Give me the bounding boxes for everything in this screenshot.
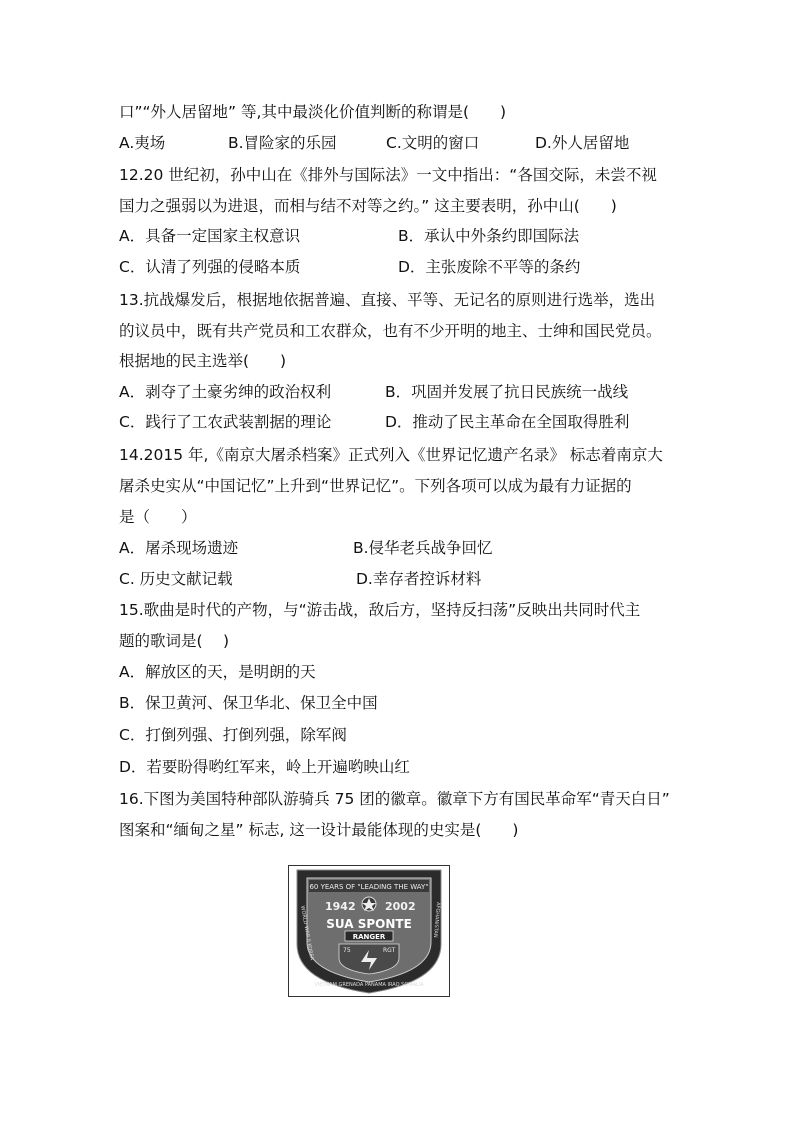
q11-stem-tail: 口”“外人居留地” 等,其中最淡化价值判断的称谓是( )	[119, 103, 507, 121]
q14-option-b: B.侵华老兵战争回忆	[353, 539, 493, 557]
badge-num-left: 75	[343, 947, 351, 954]
ranger-badge-figure	[288, 865, 450, 997]
badge-right-edge-text: AFGHANISTAN	[431, 901, 441, 938]
q13-stem-line2: 的议员中，既有共产党员和工农群众，也有不少开明的地主、士绅和国民党员。	[119, 322, 662, 340]
q13-stem-line1: 13.抗战爆发后，根据地依据普遍、直接、平等、无记名的原则进行选举，选出	[119, 291, 656, 309]
badge-left-edge-text: WORLD WAR II KOREA	[299, 905, 315, 961]
q15-stem-line1: 15.歌曲是时代的产物，与“游击战，敌后方，坚持反扫荡”反映出共同时代主	[119, 601, 641, 619]
q13-stem-line3: 根据地的民主选举( )	[119, 352, 287, 370]
q11-option-b: B.冒险家的乐园	[228, 134, 337, 152]
badge-ranger-tab: RANGER	[352, 933, 386, 941]
q15-option-c: C．打倒列强、打倒列强，除军阀	[119, 726, 347, 744]
q15-stem-line2: 题的歌词是( )	[119, 632, 230, 650]
q12-option-b: B．承认中外条约即国际法	[398, 227, 580, 245]
q15-option-b: B．保卫黄河、保卫华北、保卫全中国	[119, 694, 378, 712]
badge-motto: SUA SPONTE	[326, 917, 412, 931]
q14-stem-line1: 14.2015 年,《南京大屠杀档案》正式列入《世界记忆遗产名录》 标志着南京大	[119, 446, 663, 464]
badge-year-left: 1942	[325, 900, 356, 913]
q14-option-d: D.幸存者控诉材料	[356, 570, 482, 588]
q11-option-a: A.夷场	[119, 134, 166, 152]
q12-stem-line2: 国力之强弱以为进退，而相与结不对等之约。” 这主要表明，孙中山( )	[119, 197, 617, 215]
badge-num-right: RGT	[383, 947, 396, 954]
q11-option-d: D.外人居留地	[535, 134, 630, 152]
q15-option-a: A．解放区的天，是明朗的天	[119, 663, 316, 681]
badge-year-right: 2002	[385, 900, 416, 913]
q11-option-c: C.文明的窗口	[386, 134, 480, 152]
ranger-badge-image	[289, 866, 449, 996]
q12-option-d: D．主张废除不平等的条约	[398, 258, 581, 276]
q15-option-d: D．若要盼得哟红军来，岭上开遍哟映山红	[119, 758, 410, 776]
q14-stem-line2: 屠杀史实从“中国记忆”上升到“世界记忆”。下列各项可以成为最有力证据的	[119, 477, 632, 495]
q16-stem-line1: 16.下图为美国特种部队游骑兵 75 团的徽章。徽章下方有国民革命军“青天白日”	[119, 790, 670, 808]
q12-option-c: C．认清了列强的侵略本质	[119, 258, 301, 276]
q12-stem-line1: 12.20 世纪初，孙中山在《排外与国际法》一文中指出：“各国交际，未尝不视	[119, 166, 657, 184]
q13-option-b: B．巩固并发展了抗日民族统一战线	[385, 383, 629, 401]
q16-stem-line2: 图案和“缅甸之星” 标志, 这一设计最能体现的史实是( )	[119, 821, 519, 839]
q14-option-c: C. 历史文献记载	[119, 570, 233, 588]
q14-option-a: A．屠杀现场遗迹	[119, 539, 239, 557]
q13-option-c: C．践行了工农武装割据的理论	[119, 413, 332, 431]
badge-top-text: 60 YEARS OF "LEADING THE WAY"	[309, 883, 429, 891]
q13-option-a: A．剥夺了土豪劣绅的政治权利	[119, 383, 332, 401]
q14-stem-line3: 是（ ）	[119, 508, 197, 526]
q13-option-d: D．推动了民主革命在全国取得胜利	[385, 413, 630, 431]
badge-bottom-edge-text: VIETNAM GRENADA PANAMA IRAQ SOMALIA	[314, 982, 424, 988]
q12-option-a: A．具备一定国家主权意识	[119, 227, 301, 245]
